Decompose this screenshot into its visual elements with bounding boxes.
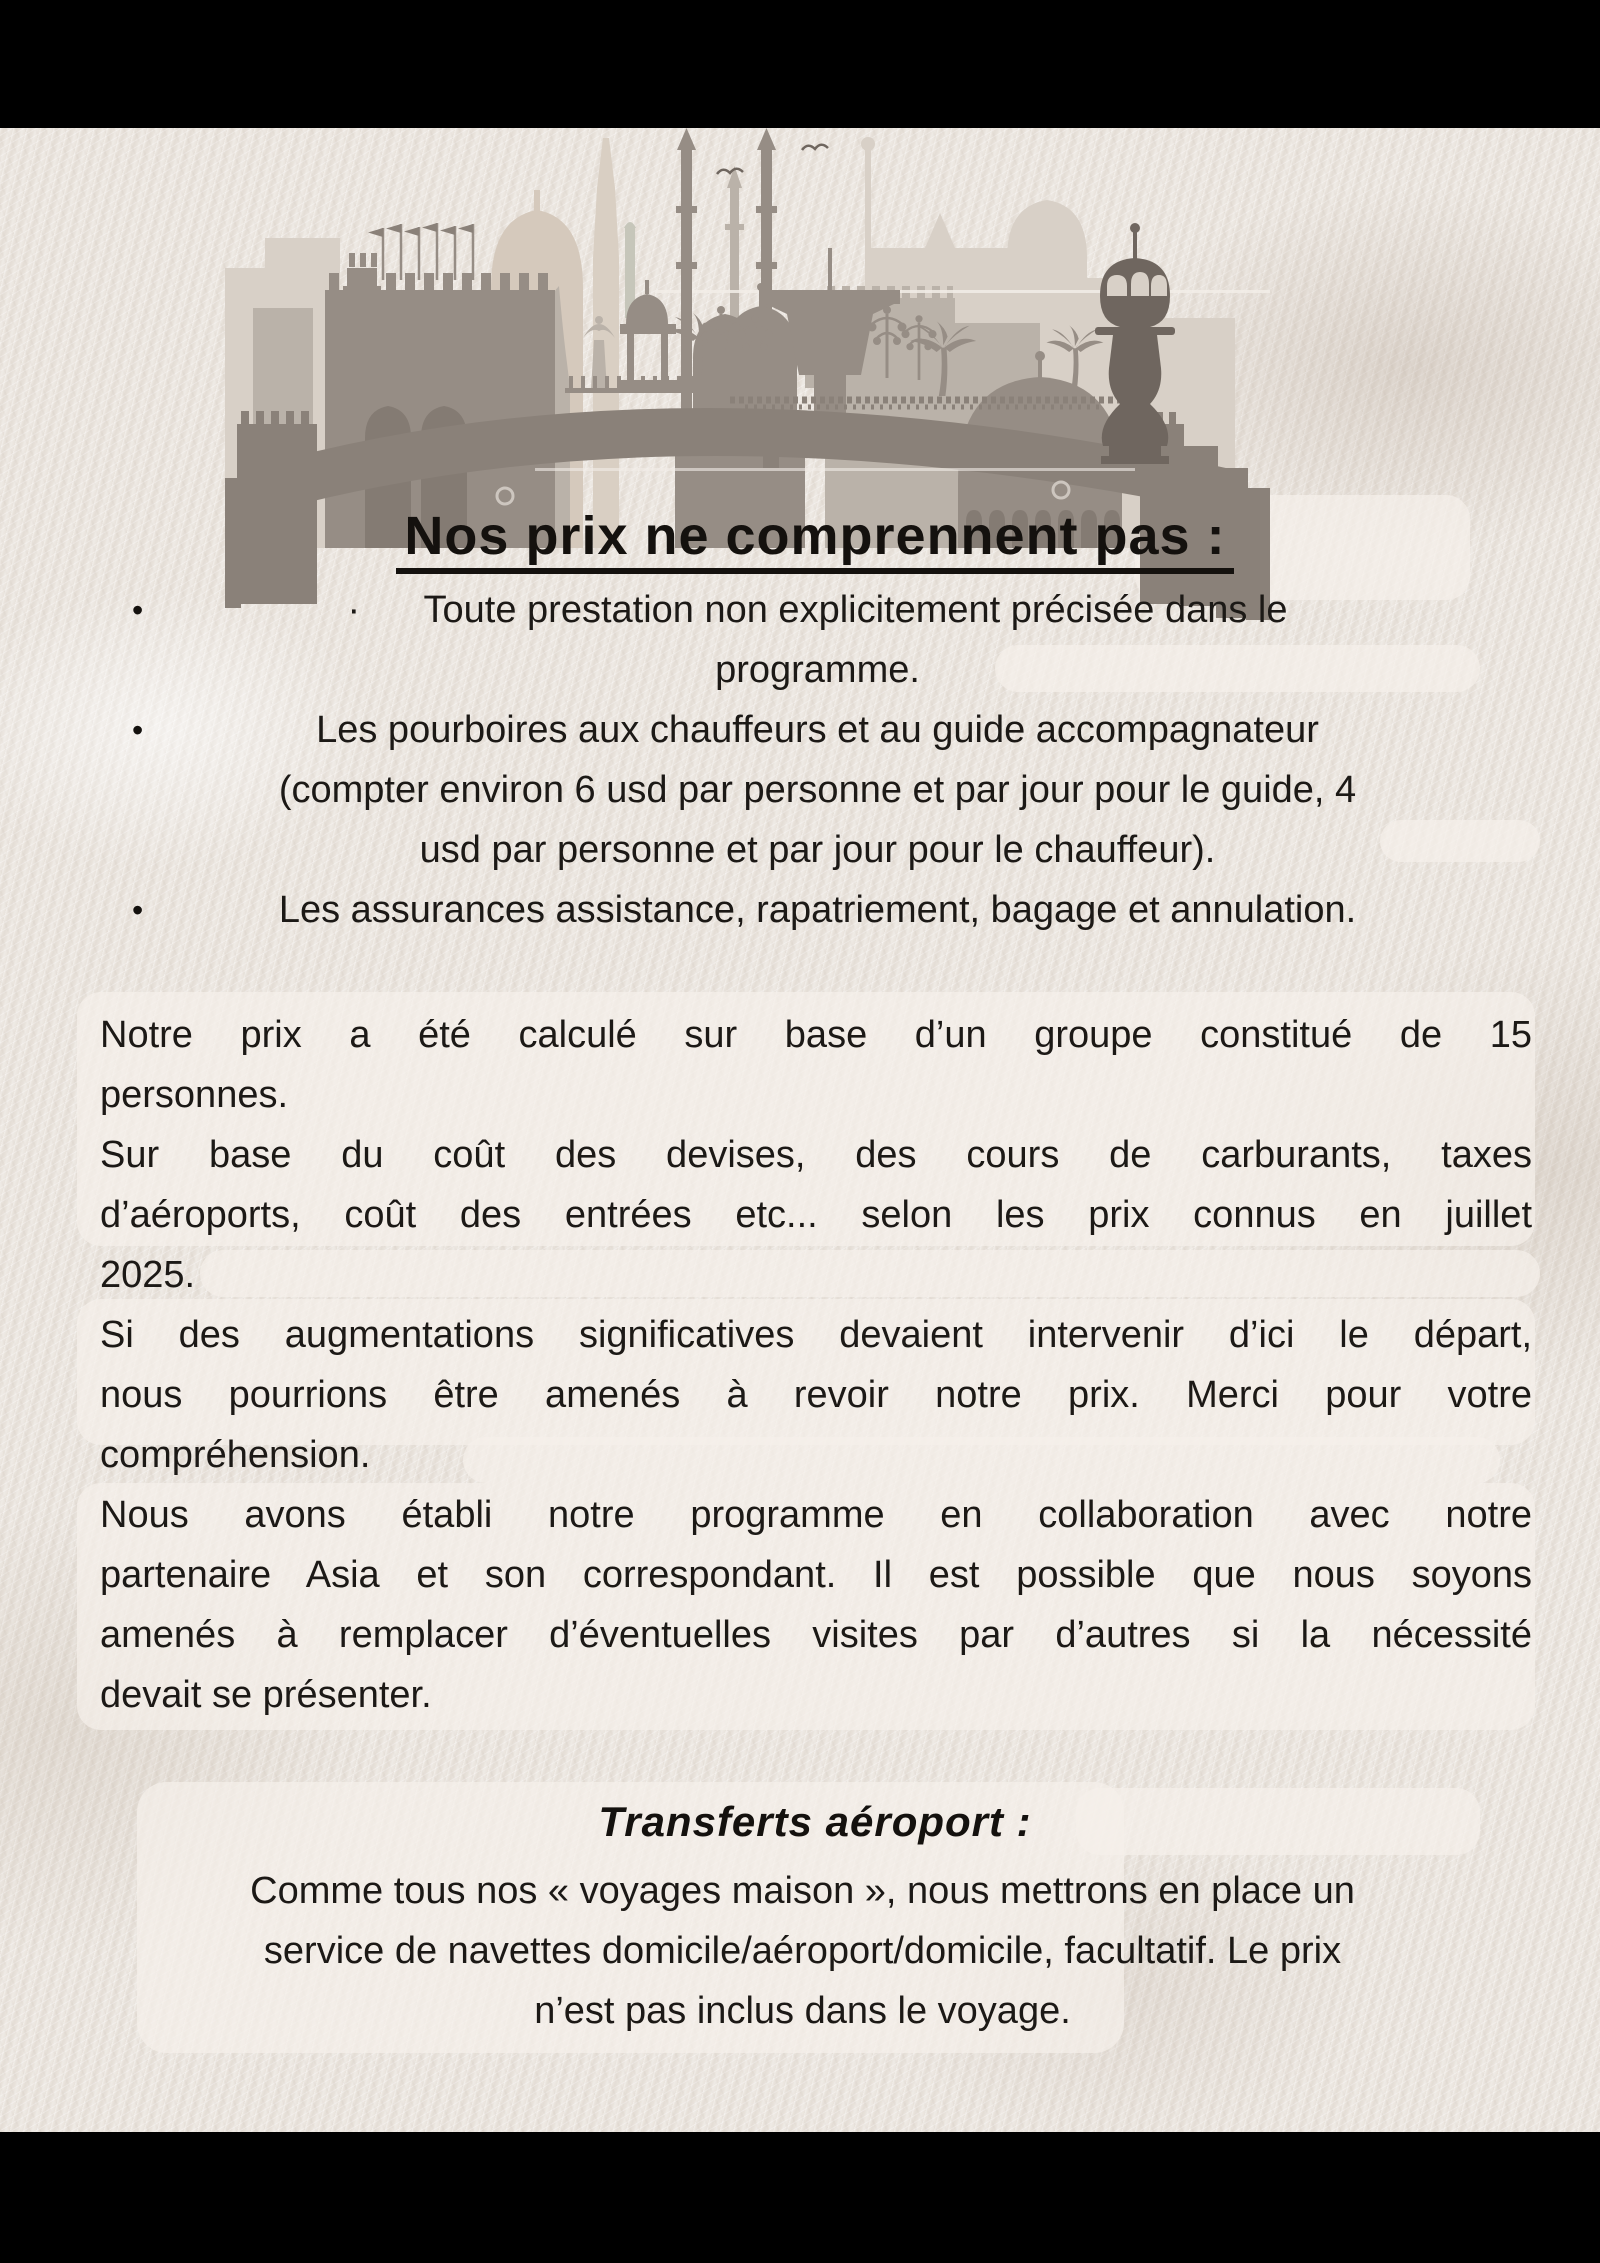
conditions-paragraphs	[100, 1005, 1532, 1725]
page-background	[0, 128, 1600, 2132]
text-line: usd par personne et par jour pour le chauffeur).	[419, 829, 1216, 871]
bullet-icon: •	[132, 592, 144, 628]
bullet-icon: •	[132, 712, 144, 748]
text-line: programme.	[715, 649, 920, 691]
text-line: 2025.	[100, 1254, 196, 1296]
list-item	[120, 700, 1500, 880]
text-line: personnes.	[100, 1074, 289, 1116]
text-line: d’aéroports, coût des entrées etc... selon les prix connus en juillet	[100, 1194, 1532, 1236]
text-line: nous pourrions être amenés à revoir notre prix. Merci pour votre	[100, 1374, 1532, 1416]
list-item	[120, 580, 1500, 700]
text-line: Notre prix a été calculé sur base d’un groupe constitué de 15	[100, 1014, 1532, 1056]
text-line: Nous avons établi notre programme en collaboration avec notre	[100, 1494, 1532, 1536]
text-line: · Toute prestation non explicitement précisée dans le	[347, 589, 1288, 631]
transfers-title	[100, 1794, 1530, 1850]
bottom-black-bar	[0, 2132, 1600, 2263]
text-line: Les pourboires aux chauffeurs et au guide accompagnateur	[316, 709, 1319, 751]
bullet-icon: •	[132, 892, 144, 928]
text-line: n’est pas inclus dans le voyage.	[534, 1990, 1071, 2032]
flags	[368, 223, 473, 280]
transfers-title-text: Transferts aéroport :	[598, 1798, 1032, 1845]
scratch-line	[655, 290, 1270, 293]
text-line: devait se présenter.	[100, 1674, 432, 1716]
text-line: Les assurances assistance, rapatriement, bagage et annulation.	[278, 889, 1357, 931]
transfers-paragraph	[130, 1861, 1475, 2041]
text-line: service de navettes domicile/aéroport/domicile, facultatif. Le prix	[263, 1930, 1342, 1972]
top-black-bar	[0, 0, 1600, 128]
exclusions-list	[120, 580, 1500, 940]
page-title	[100, 505, 1530, 574]
text-line: amenés à remplacer d’éventuelles visites par d’autres si la nécessité	[100, 1614, 1532, 1656]
text-line: compréhension.	[100, 1434, 371, 1476]
page-title-text: Nos prix ne comprennent pas :	[396, 506, 1233, 574]
text-line: partenaire Asia et son correspondant. Il est possible que nous soyons	[100, 1554, 1532, 1596]
text-line: Comme tous nos « voyages maison », nous mettrons en place un	[250, 1870, 1355, 1912]
scratch-line	[535, 468, 1135, 471]
text-line: Si des augmentations significatives devaient intervenir d’ici le départ,	[100, 1314, 1532, 1356]
text-line: Sur base du coût des devises, des cours de carburants, taxes	[100, 1134, 1532, 1176]
list-item	[120, 880, 1500, 940]
text-line: (compter environ 6 usd par personne et par jour pour le guide, 4	[278, 769, 1357, 811]
